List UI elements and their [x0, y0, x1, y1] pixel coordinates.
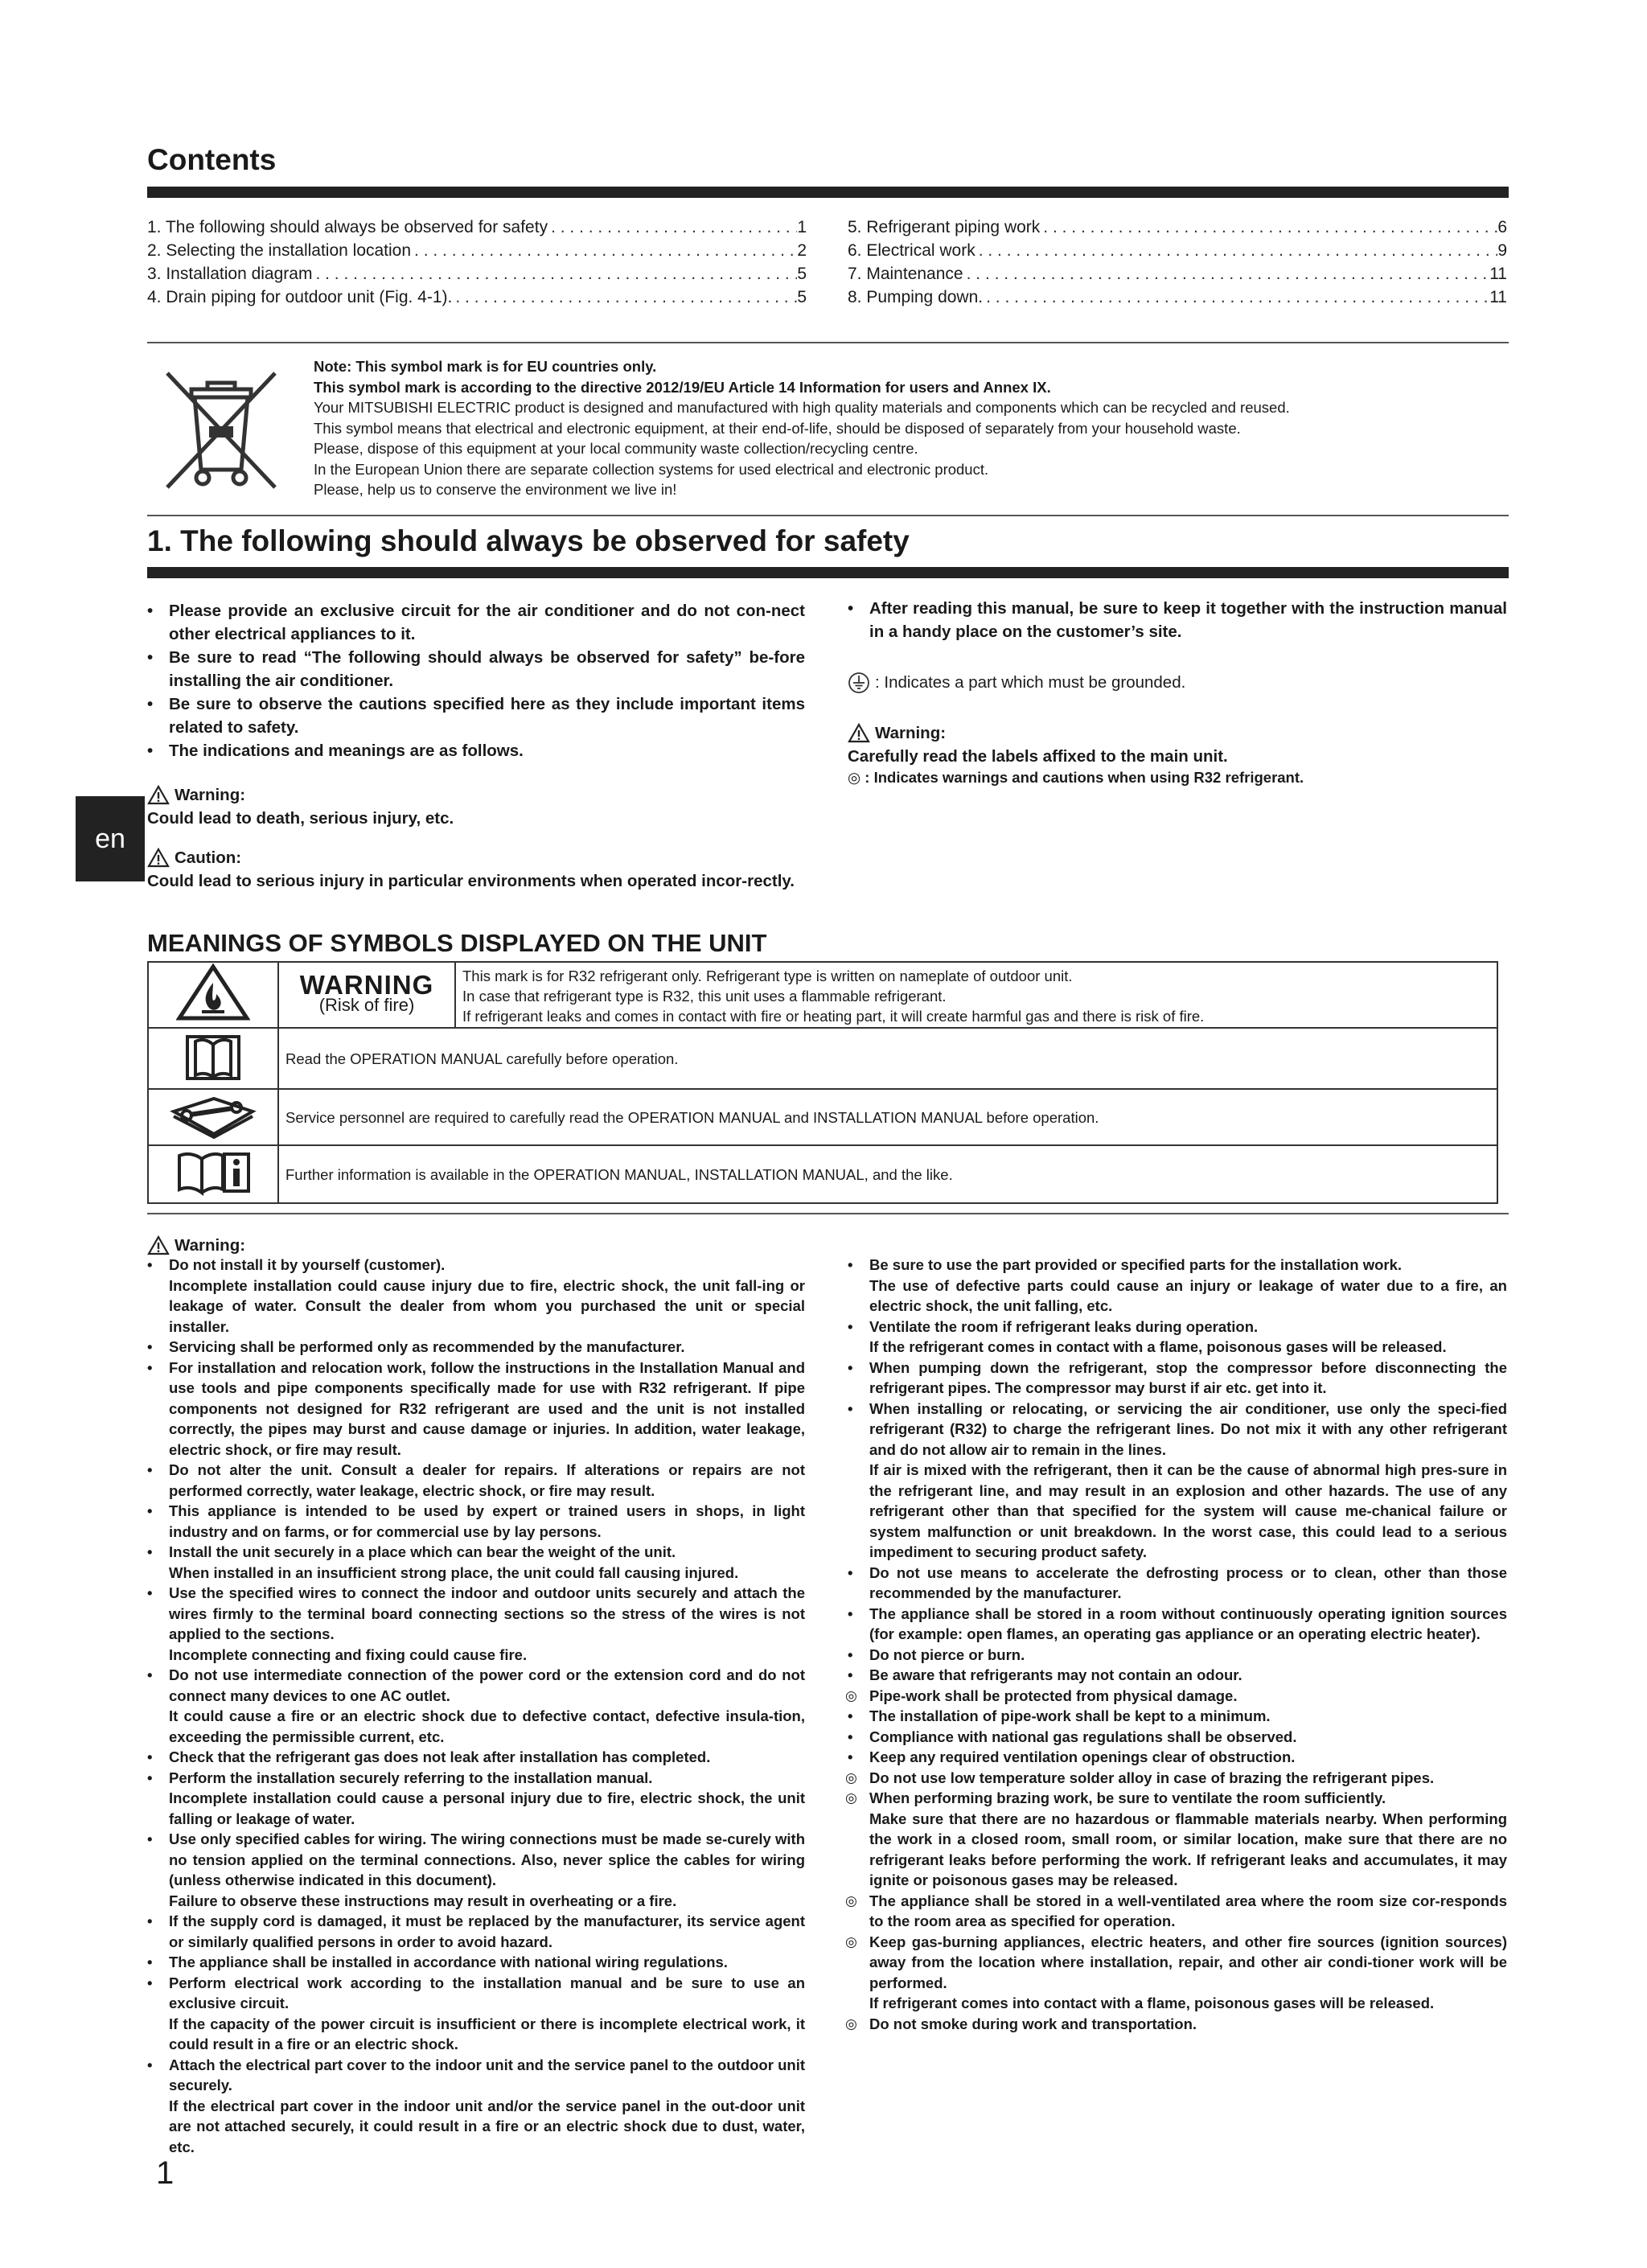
warning-line: If refrigerant leaks and comes in contact with fire or heating part, it will create harmful gas and there is risk of fire.	[462, 1007, 1205, 1025]
warning-line: In case that refrigerant type is R32, this unit uses a flammable refrigerant.	[462, 987, 947, 1005]
warning-item	[848, 1604, 1507, 1645]
warning-description	[455, 962, 1497, 1028]
weee-line: Please, dispose of this equipment at your local community waste collection/recycling centre.	[314, 440, 918, 457]
warnings-heading: Warning:	[147, 1234, 245, 1257]
warning-label: WARNING	[299, 970, 434, 1000]
symbol-description: Read the OPERATION MANUAL carefully before operation.	[278, 1028, 1497, 1089]
warning-item-title: For installation and relocation work, follow the instructions in the Installation Manual and use tools and pipe components specifically made for use with R32 refrigerant. If pipe components not designed for R32 refrigerant are used and the unit is not installed correctly, the pipes may burst and cause damage or injuries. In addition, water leakage, electric shock, or fire may result.	[169, 1358, 805, 1458]
divider	[147, 342, 1509, 343]
right-warning-heading: Warning:	[848, 721, 1507, 745]
toc-entry[interactable]: 7. Maintenance . . . 11	[848, 262, 1507, 286]
warning-item-detail: Incomplete installation could cause a personal injury due to fire, electric shock, the unit falling or leakage of water.	[169, 1789, 805, 1827]
warning-item-title: When pumping down the refrigerant, stop the compressor before disconnecting the refrigerant pipes. The compressor may burst if air etc. get into it.	[869, 1358, 1507, 1396]
divider	[147, 1213, 1509, 1214]
symbol-cell	[148, 1089, 278, 1145]
warning-item	[147, 1542, 805, 1583]
weee-line: In the European Union there are separate collection systems for used electrical and electronic product.	[314, 460, 989, 478]
warning-item	[147, 1665, 805, 1747]
warning-item-title: The appliance shall be stored in a room without continuously operating ignition sources (for example: open flames, an operating gas appliance or an operating electric heater).	[869, 1604, 1507, 1642]
warning-item-title: Do not use low temperature solder alloy in case of brazing the refrigerant pipes.	[869, 1769, 1435, 1786]
warning-item	[147, 1952, 805, 1973]
warning-triangle-icon	[848, 723, 870, 743]
bullet-item: • Be sure to observe the cautions specified here as they include important items related to safety.	[147, 692, 805, 739]
toc-left	[147, 216, 807, 309]
warning-heading: Warning:	[147, 783, 807, 807]
warning-item-title: Do not use intermediate connection of the power cord or the extension cord and do not connect many devices to one AC outlet.	[169, 1666, 805, 1704]
weee-notice	[314, 356, 1480, 500]
warning-item	[848, 1788, 1507, 1891]
toc-entry[interactable]: 5. Refrigerant piping work . . . 6	[848, 216, 1507, 239]
warning-item-title: If the supply cord is damaged, it must be replaced by the manufacturer, its service agent or similarly qualified persons in order to avoid hazard.	[169, 1913, 805, 1950]
warning-item	[147, 1911, 805, 1952]
warning-item-detail: The use of defective parts could cause an injury or leakage of water due to a fire, an electric shock, the unit falling, etc.	[869, 1276, 1507, 1314]
symbol-row	[148, 962, 1497, 1028]
warning-item	[147, 1337, 805, 1358]
warning-item-title: Perform electrical work according to the installation manual and be sure to use an exclusive circuit.	[169, 1974, 805, 2011]
right-warning-text: Carefully read the labels affixed to the main unit.	[848, 747, 1228, 766]
language-tab: en	[76, 796, 145, 881]
symbol-description: Further information is available in the OPERATION MANUAL, INSTALLATION MANUAL, and the like.	[278, 1145, 1497, 1203]
warning-item	[848, 1932, 1507, 2014]
warning-item	[147, 1460, 805, 1501]
intro-bullets-right	[848, 597, 1507, 643]
warning-item-title: Do not alter the unit. Consult a dealer for repairs. If alterations or repairs are not performed correctly, water leakage, electric shock, or fire may result.	[169, 1461, 805, 1499]
warning-item	[848, 1727, 1507, 1748]
warning-item-detail: Make sure that there are no hazardous or flammable materials nearby. When performing the work in a closed room, small room, or similar location, make sure that there are no refrigerant leaks before performing the work. If refrigerant leaks and accumulates, it may ignite or poisonous gases may be released.	[869, 1810, 1507, 1888]
warning-item	[848, 1706, 1507, 1727]
intro-bullets-left	[147, 599, 805, 762]
contents-title: Contents	[147, 143, 277, 176]
symbol-row	[148, 1089, 1497, 1145]
warning-item-title: Attach the electrical part cover to the indoor unit and the service panel to the outdoor unit securely.	[169, 2056, 805, 2093]
warning-item-detail: If air is mixed with the refrigerant, then it can be the cause of abnormal high pres-sure in the refrigerant line, and may result in an explosion and other hazards. The use of any refrigerant other than that specified for the system will cause me-chanical failure or system malfunction or unit breakdown. In the worst case, this could lead to a serious impediment to securing product safety.	[869, 1461, 1507, 1560]
warning-item-detail: If the capacity of the power circuit is insufficient or there is incomplete electrical work, it could result in a fire or an electric shock.	[169, 2015, 805, 2052]
toc-entry[interactable]: 3. Installation diagram . . . 5	[147, 262, 807, 286]
warning-item	[848, 1686, 1507, 1707]
warning-sub: (Risk of fire)	[318, 995, 415, 1015]
warning-item-title: This appliance is intended to be used by expert or trained users in shops, in light industry and on farms, or for commercial use by lay persons.	[169, 1502, 805, 1540]
warning-item-title: Install the unit securely in a place which can bear the weight of the unit.	[169, 1543, 676, 1560]
toc-entry[interactable]: 2. Selecting the installation location . . . 2	[147, 239, 807, 262]
warning-label-cell	[278, 962, 455, 1028]
book-icon	[184, 1030, 242, 1082]
weee-note: Note: This symbol mark is for EU countries only.	[314, 358, 657, 375]
warning-item-title: Compliance with national gas regulations shall be observed.	[869, 1728, 1297, 1745]
warning-item	[147, 1358, 805, 1461]
divider	[147, 515, 1509, 516]
warning-item-detail: When installed in an insufficient strong place, the unit could fall causing injured.	[169, 1563, 739, 1581]
warning-item-title: The appliance shall be stored in a well-ventilated area where the room size cor-responds to the room area as specified for operation.	[869, 1892, 1507, 1929]
warning-item-detail: Incomplete installation could cause injury due to fire, electric shock, the unit fall-ing or leakage of water. Consult the dealer from whom you purchased the unit or special installer.	[169, 1276, 805, 1335]
warning-item-detail: Incomplete connecting and fixing could cause fire.	[169, 1646, 528, 1663]
toc-entry[interactable]: 4. Drain piping for outdoor unit (Fig. 4-1). . . . 5	[147, 286, 807, 309]
service-manual-icon	[169, 1091, 257, 1139]
warning-item-title: Be sure to use the part provided or specified parts for the installation work.	[869, 1256, 1403, 1273]
toc-entry[interactable]: 6. Electrical work . . . 9	[848, 239, 1507, 262]
warning-item	[147, 1583, 805, 1665]
symbol-cell	[148, 962, 278, 1028]
warning-item-detail: If the refrigerant comes in contact with a flame, poisonous gases will be released.	[869, 1338, 1447, 1355]
warning-item	[848, 1891, 1507, 1932]
warning-item	[147, 1829, 805, 1911]
indications-left	[147, 783, 807, 893]
contents-rule	[147, 187, 1509, 198]
warning-item	[848, 1399, 1507, 1563]
weee-line: Your MITSUBISHI ELECTRIC product is designed and manufactured with high quality materials and components which can be recycled and reused.	[314, 399, 1290, 416]
ground-icon	[848, 672, 870, 694]
symbol-row	[148, 1028, 1497, 1089]
warning-item	[848, 2014, 1507, 2035]
ground-indication: : Indicates a part which must be grounded.	[848, 671, 1185, 694]
weee-line: Please, help us to conserve the environment we live in!	[314, 481, 677, 498]
toc-entry[interactable]: 8. Pumping down. . . . 11	[848, 286, 1507, 309]
warning-item-title: Do not install it by yourself (customer).	[169, 1256, 446, 1273]
weee-directive: This symbol mark is according to the directive 2012/19/EU Article 14 Information for users and Annex IX.	[314, 378, 1051, 396]
warning-item	[848, 1563, 1507, 1604]
symbols-title: MEANINGS OF SYMBOLS DISPLAYED ON THE UNIT	[147, 929, 767, 957]
bullet-item: • After reading this manual, be sure to keep it together with the instruction manual in a handy place on the customer’s site.	[848, 597, 1507, 643]
bullet-item: • The indications and meanings are as follows.	[147, 739, 805, 762]
warning-item-title: Do not smoke during work and transportation.	[869, 2015, 1197, 2032]
warning-item-title: Use the specified wires to connect the indoor and outdoor units securely and attach the wires firmly to the terminal board connecting sections so the stress of the wires is not applied to the sections.	[169, 1584, 805, 1642]
caution-heading: Caution:	[147, 846, 807, 869]
warning-item-title: Perform the installation securely referring to the installation manual.	[169, 1769, 653, 1786]
warnings-left-column	[147, 1255, 805, 2157]
warning-item	[848, 1645, 1507, 1666]
warning-item	[848, 1317, 1507, 1358]
warning-item-title: Ventilate the room if refrigerant leaks during operation.	[869, 1317, 1259, 1335]
r32-indication: ◎ : Indicates warnings and cautions when using R32 refrigerant.	[848, 769, 1304, 786]
bullet-item: • Please provide an exclusive circuit for the air conditioner and do not con-nect other electrical appliances to it.	[147, 599, 805, 646]
warning-line: This mark is for R32 refrigerant only. Refrigerant type is written on nameplate of outdoor unit.	[462, 967, 1073, 984]
warning-triangle-icon	[147, 1235, 170, 1255]
warning-item	[848, 1255, 1507, 1317]
warning-item-title: Keep gas-burning appliances, electric heaters, and other fire sources (ignition sources) away from the location where installation, repair, and other air condi-tioner work will be performed.	[869, 1933, 1507, 1991]
warning-item	[147, 1501, 805, 1542]
section-rule	[147, 567, 1509, 578]
warning-item	[848, 1358, 1507, 1399]
symbol-cell	[148, 1145, 278, 1203]
warning-item	[147, 1973, 805, 2055]
symbol-row	[148, 1145, 1497, 1203]
warning-item-title: Be aware that refrigerants may not contain an odour.	[869, 1666, 1242, 1683]
warning-item	[848, 1747, 1507, 1768]
warning-triangle-icon	[147, 785, 170, 805]
warning-item-title: Check that the refrigerant gas does not leak after installation has completed.	[169, 1748, 711, 1765]
warning-item-title: Do not use means to accelerate the defrosting process or to clean, other than those recommended by the manufacturer.	[869, 1563, 1507, 1601]
warning-item-title: Servicing shall be performed only as recommended by the manufacturer.	[169, 1338, 685, 1355]
warning-item	[147, 1255, 805, 1337]
symbols-table	[147, 961, 1498, 1204]
section-title: 1. The following should always be observed for safety	[147, 524, 910, 557]
warning-item	[848, 1768, 1507, 1789]
warning-item-title: When performing brazing work, be sure to ventilate the room sufficiently.	[869, 1789, 1386, 1806]
weee-line: This symbol means that electrical and electronic equipment, at their end-of-life, should be disposed of separately from your household waste.	[314, 419, 1241, 437]
warning-item-detail: It could cause a fire or an electric shock due to defective contact, defective insula-tion, exceeding the permissible current, etc.	[169, 1707, 805, 1745]
bullet-item: • Be sure to read “The following should always be observed for safety” be-fore installing the air conditioner.	[147, 646, 805, 692]
warnings-right-column	[848, 1255, 1507, 2034]
warning-item	[147, 1768, 805, 1830]
warning-item-detail: If refrigerant comes into contact with a flame, poisonous gases will be released.	[869, 1995, 1435, 2011]
warning-item-title: The appliance shall be installed in accordance with national wiring regulations.	[169, 1954, 728, 1970]
indications-right	[848, 721, 1507, 787]
caution-meaning: Could lead to serious injury in particular environments when operated incor-rectly.	[147, 872, 795, 890]
warning-item-detail: Failure to observe these instructions may result in overheating or a fire.	[169, 1892, 677, 1909]
fire-warning-icon	[176, 963, 250, 1021]
warning-item	[848, 1665, 1507, 1686]
warning-item	[147, 1747, 805, 1768]
warning-item	[147, 2055, 805, 2158]
caution-triangle-icon	[147, 848, 170, 868]
warning-item-title: Keep any required ventilation openings clear of obstruction.	[869, 1748, 1296, 1765]
warning-item-title: The installation of pipe-work shall be kept to a minimum.	[869, 1707, 1271, 1724]
warning-item-title: Do not pierce or burn.	[869, 1646, 1025, 1663]
info-manual-icon	[175, 1148, 252, 1196]
toc-entry[interactable]: 1. The following should always be observed for safety . . . 1	[147, 216, 807, 239]
toc-right	[848, 216, 1507, 309]
symbol-description: Service personnel are required to carefully read the OPERATION MANUAL and INSTALLATION MANUAL before operation.	[278, 1089, 1497, 1145]
warning-item-title: When installing or relocating, or servicing the air conditioner, use only the speci-fied refrigerant (R32) to charge the refrigerant lines. Do not mix it with any other refrigerant and do not allow air to remain in the lines.	[869, 1399, 1507, 1458]
r32-mark-icon: ◎	[848, 769, 861, 786]
symbol-cell	[148, 1028, 278, 1089]
page-number: 1	[156, 2155, 175, 2191]
warning-meaning: Could lead to death, serious injury, etc.	[147, 809, 454, 828]
weee-bin-icon	[153, 359, 290, 497]
warning-item-title: Use only specified cables for wiring. The wiring connections must be made se-curely with no tension applied on the terminal connections. Also, never splice the cables for wiring (unless otherwise indicated in this document).	[169, 1830, 805, 1888]
warning-item-title: Pipe-work shall be protected from physical damage.	[869, 1687, 1238, 1704]
warning-item-detail: If the electrical part cover in the indoor unit and/or the service panel in the out-door unit are not attached securely, it could result in a fire or an electric shock due to dust, water, etc.	[169, 2097, 805, 2155]
